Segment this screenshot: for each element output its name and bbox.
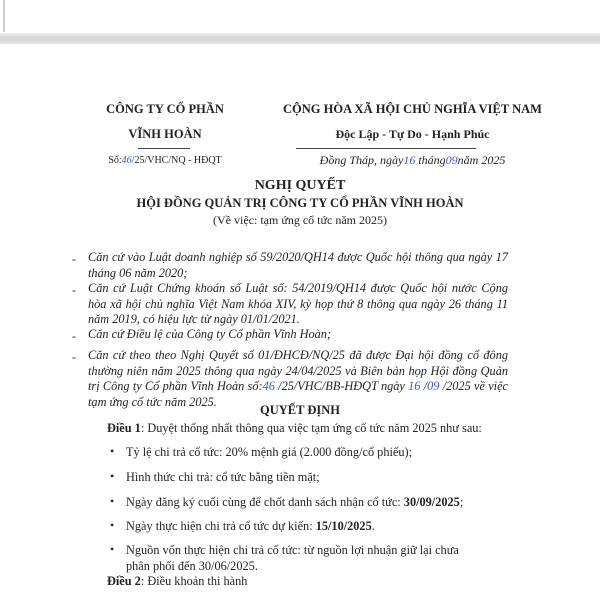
nation-title: CỘNG HÒA XÃ HỘI CHỦ NGHĨA VIỆT NAM bbox=[283, 102, 542, 116]
record-date: 30/09/2025 bbox=[403, 495, 460, 509]
article-2-text: : Điều khoản thi hành bbox=[140, 574, 248, 588]
company-name-line1: CÔNG TY CỔ PHẦN bbox=[106, 102, 224, 116]
bullet-icon: • bbox=[110, 469, 115, 483]
article-1 bbox=[107, 421, 482, 436]
date-prefix: Đồng Tháp, ngày bbox=[319, 153, 404, 167]
number-handwritten: 46 bbox=[121, 155, 132, 166]
document-subtitle: HỘI ĐỒNG QUẢN TRỊ CÔNG TY CỔ PHẦN VĨNH HOÀN bbox=[136, 196, 464, 210]
article-1-text: : Duyệt thống nhất thông qua việc tạm ứng cổ tức năm 2025 như sau: bbox=[140, 421, 482, 435]
basis-item: Căn cứ vào Luật doanh nghiệp số 59/2020/QH14 được Quốc hội thông qua ngày 17 tháng 06 năm 2020; bbox=[88, 250, 508, 280]
bullet-icon: • bbox=[110, 542, 115, 556]
basis-item: Căn cứ Luật Chứng khoán số Luật số: 54/2019/QH14 được Quốc hội nước Cộng hòa xã hội chủ nghĩa Việt Nam khóa XIV, kỳ họp thứ 8 thông qua ngày 26 tháng 11 năm 2019, có hiệu lực từ ngày 01/01/2021. bbox=[88, 281, 508, 326]
article-1-item: Tỷ lệ chi trả cổ tức: 20% mệnh giá (2.000 đồng/cổ phiếu); bbox=[126, 445, 412, 459]
article-1-item: Hình thức chi trả: cổ tức bằng tiền mặt; bbox=[126, 470, 320, 484]
basis4-text: / bbox=[420, 379, 428, 393]
basis-item bbox=[88, 348, 508, 410]
item-end: . bbox=[371, 519, 375, 533]
dash-bullet: - bbox=[72, 329, 76, 343]
toolbar-strip bbox=[0, 33, 600, 44]
divider bbox=[138, 148, 190, 149]
basis4-text: /2025 về việc tạm ứng cổ tức năm 2025. bbox=[88, 379, 508, 409]
bullet-icon: • bbox=[110, 444, 115, 458]
date-mid: tháng bbox=[418, 153, 446, 167]
article-2-label: Điều 2 bbox=[107, 574, 141, 588]
payment-date: 15/10/2025 bbox=[315, 519, 372, 533]
document-title: NGHỊ QUYẾT bbox=[254, 178, 346, 193]
basis4-text: /25/VHC/BB-HĐQT ngày bbox=[274, 379, 409, 393]
basis4-month: 09 bbox=[427, 379, 440, 393]
place-date bbox=[250, 153, 575, 168]
article-1-label: Điều 1 bbox=[107, 421, 141, 435]
item-text: Ngày thực hiện chi trả cổ tức dự kiến: bbox=[126, 519, 316, 533]
item-end: ; bbox=[459, 495, 464, 509]
article-1-item bbox=[126, 518, 471, 534]
date-day: 16 bbox=[403, 153, 416, 167]
number-prefix: Số: bbox=[108, 155, 122, 166]
dash-bullet: - bbox=[72, 283, 76, 297]
divider bbox=[296, 148, 476, 149]
document-number bbox=[90, 155, 240, 166]
bullet-icon: • bbox=[110, 494, 115, 508]
basis4-number: 46 bbox=[262, 379, 275, 393]
bullet-icon: • bbox=[110, 518, 115, 532]
number-suffix: /25/VHC/NQ - HĐQT bbox=[131, 155, 222, 166]
date-month: 09 bbox=[445, 153, 458, 167]
document-subject: (Về việc: tạm ứng cổ tức năm 2025) bbox=[213, 213, 387, 227]
item-text: Ngày đăng ký cuối cùng để chốt danh sách nhận cổ tức: bbox=[126, 495, 404, 509]
date-suffix: năm 2025 bbox=[457, 153, 506, 167]
article-2 bbox=[107, 574, 247, 589]
motto: Độc Lập - Tự Do - Hạnh Phúc bbox=[335, 127, 490, 141]
basis4-text: Căn cứ theo theo Nghị Quyết số 01/ĐHCĐ/NQ/25 đã được Đại hội đồng cổ đông thường niên năm 2025 thông qua ngày 24/04/2025 và Biên bản họp Hội đồng Quản trị Công ty Cổ phần Vĩnh Hoàn số: bbox=[88, 348, 508, 393]
article-1-item: Nguồn vốn thực hiện chi trả cổ tức: từ nguồn lợi nhuận giữ lại chưa phân phối đến 30/06/2025. bbox=[126, 543, 459, 573]
decision-heading: QUYẾT ĐỊNH bbox=[260, 403, 340, 417]
article-1-item bbox=[126, 494, 486, 510]
page-edge bbox=[3, 0, 5, 32]
basis-item: Căn cứ Điều lệ của Công ty Cổ phần Vĩnh Hoàn; bbox=[88, 327, 332, 341]
dash-bullet: - bbox=[72, 252, 76, 266]
company-name-line2: VĨNH HOÀN bbox=[128, 127, 202, 141]
basis4-day: 16 bbox=[408, 379, 421, 393]
dash-bullet: - bbox=[72, 350, 76, 364]
